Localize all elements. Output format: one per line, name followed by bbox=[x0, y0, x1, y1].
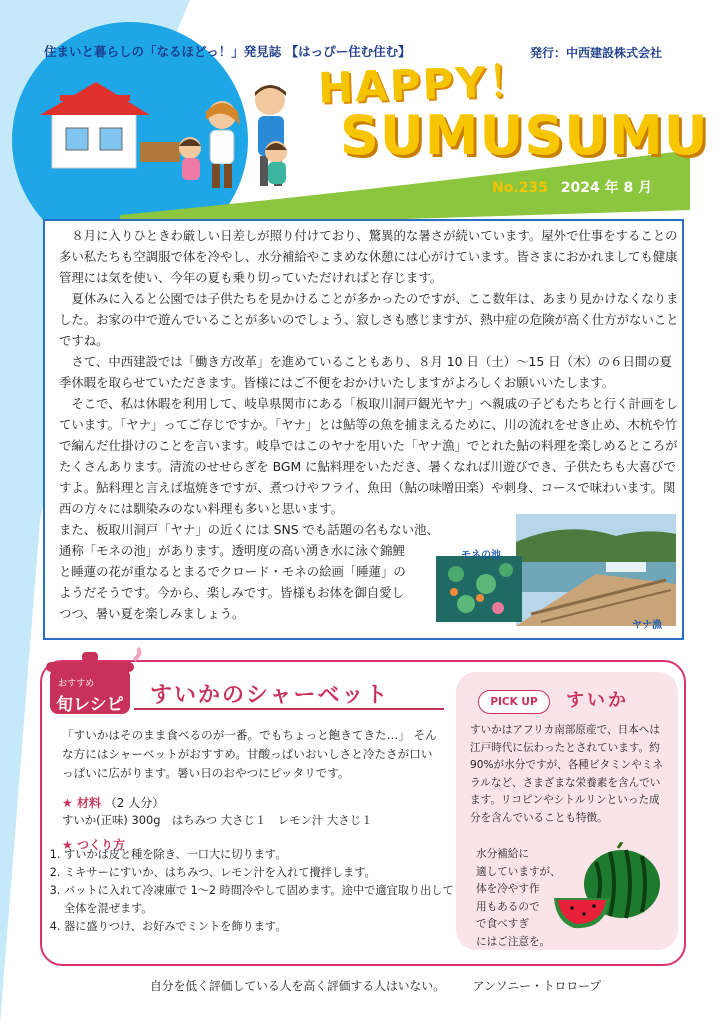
letter-line: ようだそうです。今から、楽しみです。皆様もお体を御自愛し bbox=[59, 585, 404, 600]
photo-collage bbox=[436, 514, 676, 626]
letter-paragraph: 夏休みに入ると公園では子供たちを見かけることが多かったのですが、ここ数年は、あまり見かけなくなりました。お家の中で遊んでいることが多いのでしょう、寂しさも感じますが、熱中症の危険が高く仕方がないことですね。 bbox=[59, 291, 679, 348]
pickup-title: すいか bbox=[566, 690, 629, 711]
photo-label-yana: ヤナ漁 bbox=[632, 620, 662, 631]
ingredients-list: すいか(正味) 300g はちみつ 大さじ１ レモン汁 大さじ１ bbox=[62, 813, 373, 827]
ingredients-heading-row bbox=[62, 794, 164, 811]
pickup-line: 用もあるので bbox=[476, 900, 540, 913]
footer-author: アンソニー・トロロープ bbox=[472, 979, 602, 993]
letter-paragraph: ８月に入りひときわ厳しい日差しが照り付けており、驚異的な暑さが続いています。屋外で仕事をすることの多い私たちも空調服で体を冷やし、水分補給やこまめな休憩には心がけています。皆さまにおかれましても健康管理には気を使い、今年の夏も乗り切っていただければと存じます。 bbox=[59, 228, 678, 285]
pickup-text: すいかはアフリカ南部原産で、日本へは江戸時代に伝わったとされています。約 90%が水分ですが、各種ビタミンやミネラルなど、さまざまな栄養素を含んでいます。リコピンやシトルリンといった成分を含んでいることも特徴。 bbox=[470, 724, 664, 824]
step-item: 2. ミキサーにすいか、はちみつ、レモン汁を入れて攪拌します。 bbox=[64, 864, 464, 882]
photo-label-pond: モネの池 bbox=[461, 550, 501, 561]
watermelon-icon bbox=[552, 842, 664, 936]
issue-info bbox=[492, 177, 652, 197]
title-underline bbox=[134, 708, 444, 710]
recipe-intro: 「すいかはそのまま食べるのが一番。でもちょっと飽きてきた…」 そんな方にはシャーベットがおすすめ。甘酸っぱいおいしさと冷たさが口いっぱいに広がります。暑い日のおやつにピッタリです。 bbox=[62, 728, 437, 780]
pickup-line: にはご注意を。 bbox=[476, 935, 551, 948]
star-icon: ★ bbox=[62, 796, 77, 810]
pickup-line: 水分補給に bbox=[476, 848, 529, 860]
footer-quote: 自分を低く評価している人を高く評価する人はいない。 bbox=[150, 979, 445, 993]
ingredients-serving: （2 人分） bbox=[104, 796, 165, 810]
letter-line: と睡蓮の花が重なるとまるでクロード・モネの絵画「睡蓮」の bbox=[59, 564, 406, 579]
step-item: 4. 器に盛りつけ、お好みでミントを飾ります。 bbox=[64, 918, 464, 936]
ingredients-heading: 材料 bbox=[76, 796, 101, 810]
letter-paragraph: そこで、私は休暇を利用して、岐阜県関市にある「板取川洞戸観光ヤナ」へ親戚の子どもたちと行く計画をしています。「ヤナ」ってご存じですか。「ヤナ」とは鮎等の魚を捕まえるために、川の流れをせき止め、木杭や竹で編んだ仕掛けのことを言います。岐阜ではこのヤナを用いた「ヤナ漁」でとれた鮎の料理を楽しめるところがたくさんあります。清流のせせらぎを BGM に鮎料理をいただき、暑くなれば川遊びでき、子供たちも大喜びですよ。鮎料理と言えば塩焼きですが、煮つけやフライ、魚田（鮎の味噌田楽）や刺身、コースで味わいます。関西の方々には馴染みのない料理も多いと思います。 bbox=[59, 396, 679, 516]
steps-heading: つくり方 bbox=[76, 838, 125, 852]
step-item: 3. バットに入れて冷凍庫で 1～2 時間冷やして固めます。途中で適宜取り出して全体を混ぜます。 bbox=[64, 882, 464, 918]
publisher: 発行：中西建設株式会社 bbox=[530, 46, 663, 60]
letter-wrap-text bbox=[59, 519, 449, 624]
logo-sumusumu: SUMUSUMU bbox=[340, 104, 709, 167]
issue-date: 2024 年 8 月 bbox=[560, 180, 653, 196]
pickup-line: 体を冷やす作 bbox=[476, 883, 540, 895]
step-item: 1. すいかは皮と種を除き、一口大に切ります。 bbox=[64, 846, 464, 864]
recipe-badge-small: おすすめ bbox=[58, 679, 95, 689]
letter-line: つつ、暑い夏を楽しみましょう。 bbox=[59, 606, 245, 621]
letter-line: また、板取川洞戸「ヤナ」の近くには SNS でも話題の名もない池、 bbox=[59, 522, 439, 537]
star-icon: ★ bbox=[62, 838, 77, 852]
steps-list bbox=[44, 846, 464, 936]
issue-number: No.235 bbox=[492, 180, 548, 196]
tagline: 住まいと暮らしの「なるほどっ！」発見誌 【はっぴー住む住む】 bbox=[44, 44, 411, 59]
logo-happy: HAPPY！ bbox=[317, 56, 533, 113]
footer-quote-row bbox=[150, 977, 601, 994]
monet-pond-photo bbox=[436, 556, 522, 622]
pickup-line: 適していますが、 bbox=[476, 865, 561, 878]
pickup-badge: PICK UP bbox=[478, 690, 550, 714]
recipe-badge-main: 旬レシピ bbox=[56, 695, 124, 715]
letter-paragraph: さて、中西建設では「働き方改革」を進めていることもあり、８月 10 日（土）～15 日（木）の６日間の夏季休暇を取らせていただきます。皆様にはご不便をおかけいたしますがよろしくお願いいたします。 bbox=[59, 354, 673, 390]
recipe-title: すいかのシャーベット bbox=[150, 683, 390, 708]
yana-photo bbox=[516, 514, 676, 626]
pickup-line: で食べすぎ bbox=[476, 918, 529, 930]
letter-line: 通称「モネの池」があります。透明度の高い湧き水に泳ぐ錦鯉 bbox=[59, 543, 405, 558]
